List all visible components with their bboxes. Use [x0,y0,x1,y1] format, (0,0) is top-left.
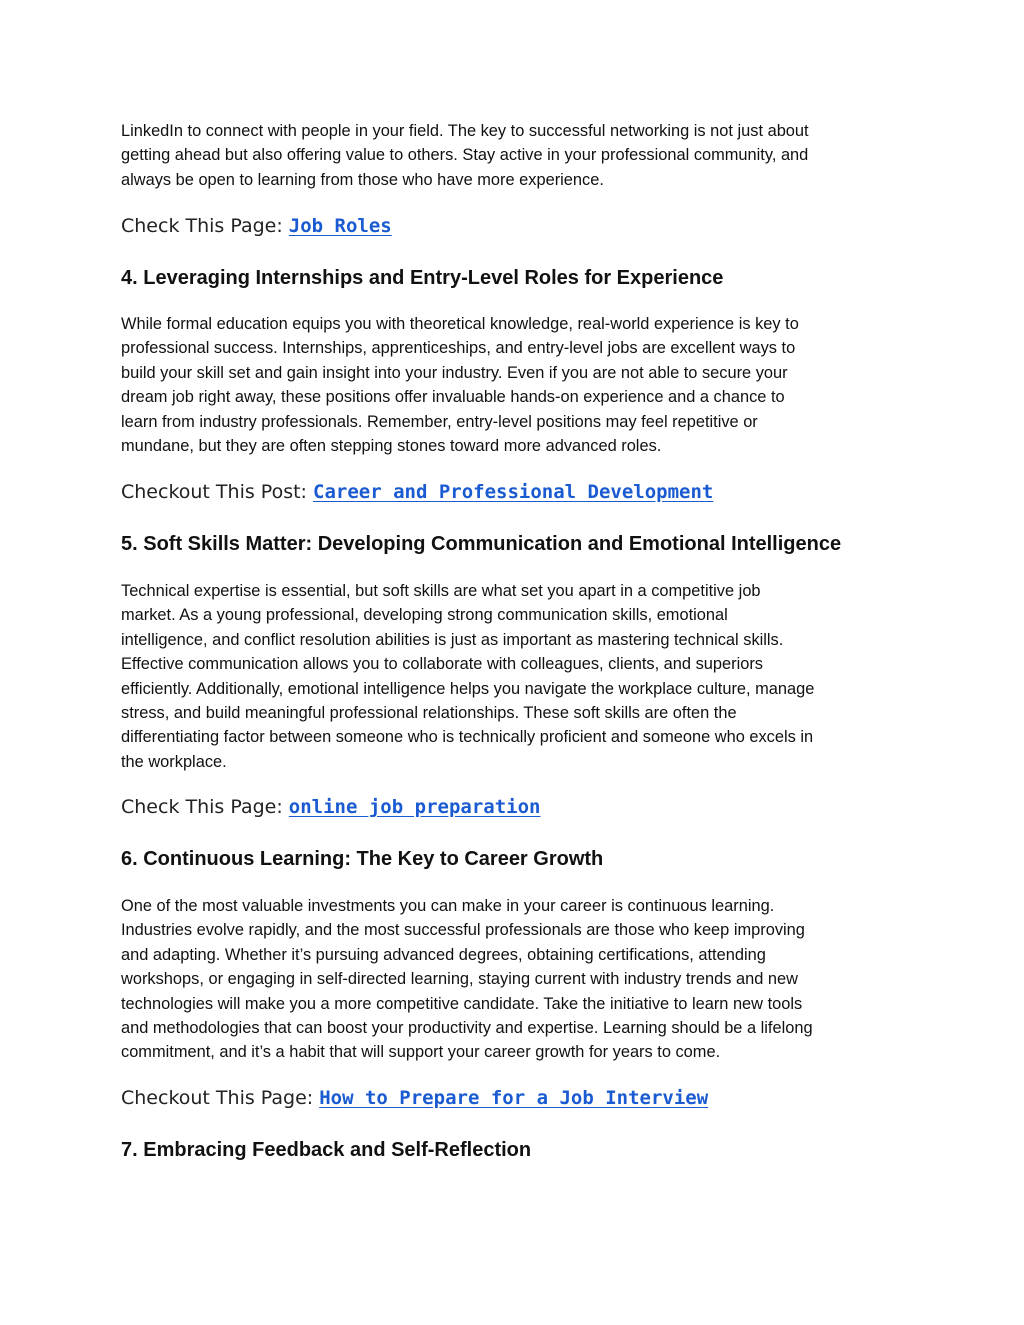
job-interview-link-line [121,1085,921,1111]
job-interview-link[interactable]: How to Prepare for a Job Interview [319,1087,709,1109]
online-job-preparation-link[interactable]: online job preparation [288,796,541,818]
job-roles-link[interactable]: Job Roles [288,215,392,237]
section-7-heading: 7. Embracing Feedback and Self-Reflection [121,1139,532,1161]
intro-paragraph: LinkedIn to connect with people in your field. The key to successful networking is not just about getting ahead but also offering value to others. Stay active in your professional community, and always be open to learning from those who have more experience. [121,122,809,189]
section-5-heading: 5. Soft Skills Matter: Developing Communication and Emotional Intelligence [121,533,842,555]
section-5-paragraph: Technical expertise is essential, but soft skills are what set you apart in a competitive job market. As a young professional, developing strong communication skills, emotional intelligence, and conflict resolution abilities is just as important as mastering technical skills. Effective communication allows you to collaborate with colleagues, clients, and superiors efficiently. Additionally, emotional intelligence helps you navigate the workplace culture, manage stress, and build meaningful professional relationships. These soft skills are often the differentiating factor between someone who is technically proficient and someone who excels in the workplace. [121,582,815,771]
career-development-link[interactable]: Career and Professional Development [313,481,714,503]
section-6-heading: 6. Continuous Learning: The Key to Career Growth [121,848,604,870]
section-4-paragraph: While formal education equips you with theoretical knowledge, real-world experience is key to professional success. Internships, apprenticeships, and entry-level jobs are excellent ways to build your skill set and gain insight into your industry. Even if you are not able to secure your dream job right away, these positions offer invaluable hands-on experience and a chance to learn from industry professionals. Remember, entry-level positions may feel repetitive or mundane, but they are often stepping stones toward more advanced roles. [121,315,799,456]
section-4-heading: 4. Leveraging Internships and Entry-Level Roles for Experience [121,267,724,289]
career-development-link-line [121,479,921,505]
section-6-paragraph: One of the most valuable investments you can make in your career is continuous learning. Industries evolve rapidly, and the most successful professionals are those who keep improving and adapting. Whether it’s pursuing advanced degrees, obtaining certifications, attending workshops, or engaging in self-directed learning, staying current with industry trends and new technologies will make you a more competitive candidate. Take the initiative to learn new tools and methodologies that can boost your productivity and expertise. Learning should be a lifelong commitment, and it’s a habit that will support your career growth for years to come. [121,897,813,1062]
link-prefix: Check This Page: [121,796,289,818]
job-roles-link-line [121,213,921,239]
link-prefix: Checkout This Post: [121,481,313,503]
link-prefix: Checkout This Page: [121,1087,320,1109]
online-job-preparation-link-line [121,794,921,820]
link-prefix: Check This Page: [121,215,289,237]
